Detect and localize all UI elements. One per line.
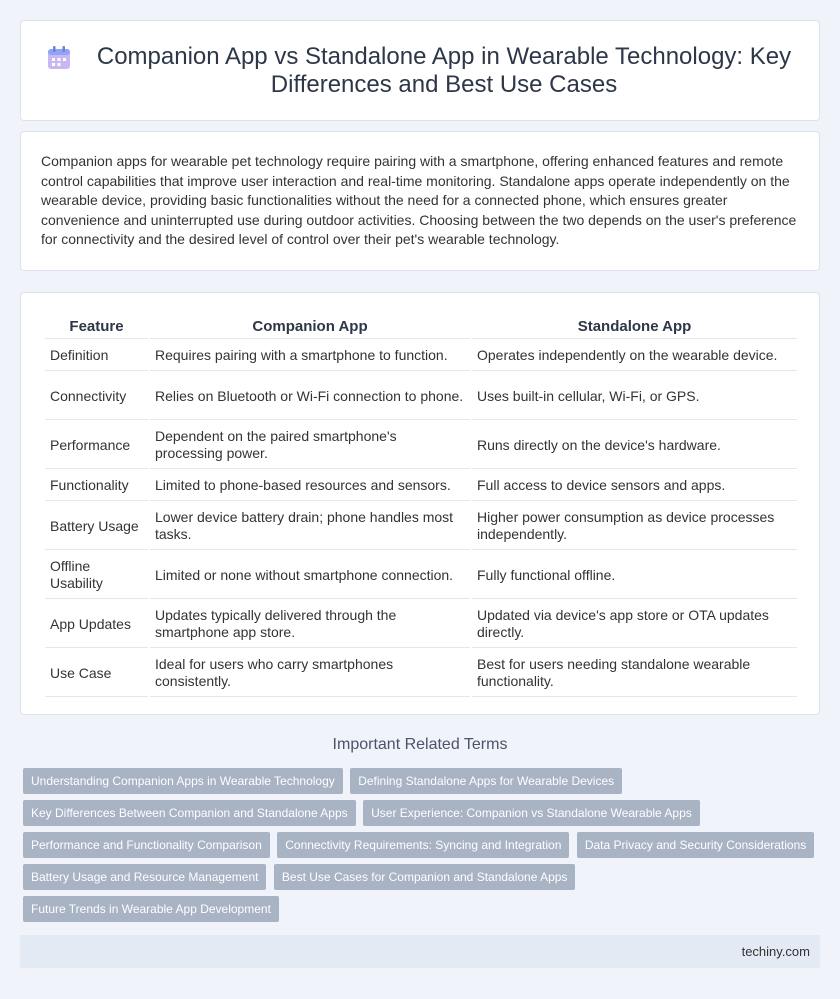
feature-cell: Performance — [45, 422, 148, 469]
comparison-table-card — [20, 292, 820, 715]
footer-site-link[interactable]: techiny.com — [741, 944, 810, 959]
table-row — [45, 650, 797, 697]
table-row — [45, 373, 797, 420]
header-feature: Feature — [45, 315, 148, 339]
standalone-cell: Fully functional offline. — [472, 552, 797, 599]
related-term-tag[interactable]: Key Differences Between Companion and Standalone Apps — [23, 800, 356, 826]
related-term-tag[interactable]: Defining Standalone Apps for Wearable Devices — [350, 768, 622, 794]
title-card — [20, 20, 820, 121]
companion-cell: Ideal for users who carry smartphones consistently. — [150, 650, 470, 697]
table-row — [45, 601, 797, 648]
related-term-tag[interactable]: Battery Usage and Resource Management — [23, 864, 266, 890]
related-term-tag[interactable]: Understanding Companion Apps in Wearable Technology — [23, 768, 343, 794]
standalone-cell: Full access to device sensors and apps. — [472, 471, 797, 501]
standalone-cell: Updated via device's app store or OTA updates directly. — [472, 601, 797, 648]
feature-cell: Connectivity — [45, 373, 148, 420]
companion-cell: Relies on Bluetooth or Wi-Fi connection to phone. — [150, 373, 470, 420]
companion-cell: Dependent on the paired smartphone's processing power. — [150, 422, 470, 469]
related-terms-list — [23, 768, 823, 928]
feature-cell: Functionality — [45, 471, 148, 501]
table-header-row — [45, 315, 797, 339]
table-row — [45, 341, 797, 371]
related-terms-title: Important Related Terms — [332, 736, 508, 753]
intro-card — [20, 131, 820, 271]
calendar-icon — [46, 45, 72, 71]
companion-cell: Limited to phone-based resources and sensors. — [150, 471, 470, 501]
feature-cell: Definition — [45, 341, 148, 371]
companion-cell: Requires pairing with a smartphone to function. — [150, 341, 470, 371]
companion-cell: Lower device battery drain; phone handles most tasks. — [150, 503, 470, 550]
companion-cell: Limited or none without smartphone connection. — [150, 552, 470, 599]
related-term-tag[interactable]: Performance and Functionality Comparison — [23, 832, 270, 858]
standalone-cell: Best for users needing standalone wearable functionality. — [472, 650, 797, 697]
standalone-cell: Operates independently on the wearable device. — [472, 341, 797, 371]
table-row — [45, 422, 797, 469]
feature-cell: Use Case — [45, 650, 148, 697]
standalone-cell: Higher power consumption as device processes independently. — [472, 503, 797, 550]
table-row — [45, 471, 797, 501]
feature-cell: App Updates — [45, 601, 148, 648]
table-row — [45, 552, 797, 599]
feature-cell: Offline Usability — [45, 552, 148, 599]
feature-cell: Battery Usage — [45, 503, 148, 550]
header-standalone-app: Standalone App — [472, 315, 797, 339]
related-term-tag[interactable]: Future Trends in Wearable App Development — [23, 896, 279, 922]
footer — [20, 935, 820, 968]
related-term-tag[interactable]: User Experience: Companion vs Standalone Wearable Apps — [363, 800, 700, 826]
standalone-cell: Uses built-in cellular, Wi-Fi, or GPS. — [472, 373, 797, 420]
table-row — [45, 503, 797, 550]
related-term-tag[interactable]: Data Privacy and Security Considerations — [577, 832, 814, 858]
standalone-cell: Runs directly on the device's hardware. — [472, 422, 797, 469]
header-companion-app: Companion App — [150, 315, 470, 339]
related-term-tag[interactable]: Connectivity Requirements: Syncing and Integration — [277, 832, 569, 858]
related-term-tag[interactable]: Best Use Cases for Companion and Standalone Apps — [274, 864, 576, 890]
intro-paragraph: Companion apps for wearable pet technology require pairing with a smartphone, offering enhanced features and remote control capabilities that improve user interaction and real-time monitoring. Standalone apps operate independently on the wearable device, providing basic functionalities without the need for a connected phone, which ensures greater convenience and uninterrupted use during outdoor activities. Choosing between the two depends on the user's preference for connectivity and the desired level of control over their pet's wearable technology. — [41, 153, 797, 247]
comparison-table — [43, 313, 799, 699]
page-title: Companion App vs Standalone App in Wearable Technology: Key Differences and Best Use Cases — [96, 42, 792, 98]
companion-cell: Updates typically delivered through the smartphone app store. — [150, 601, 470, 648]
